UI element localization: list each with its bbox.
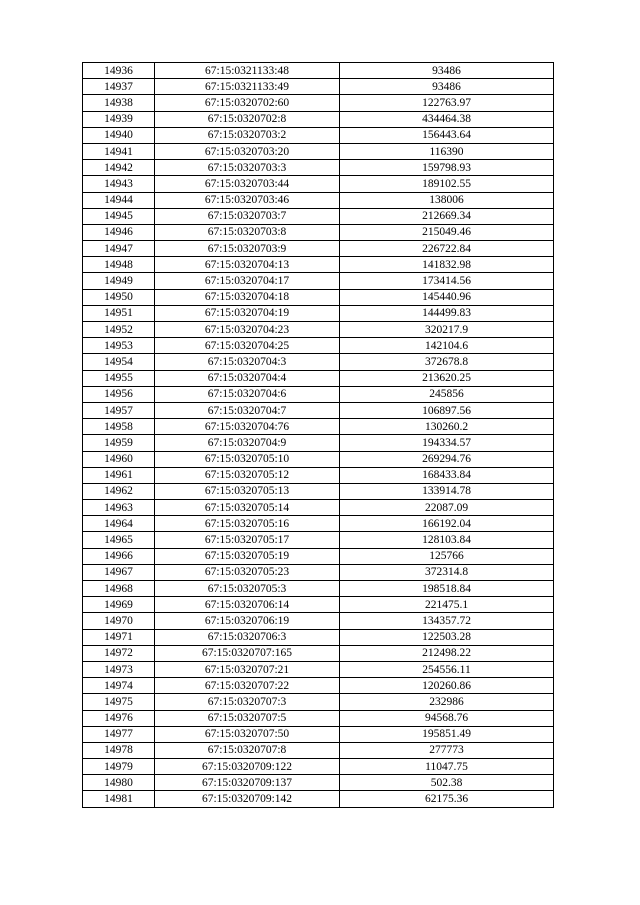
table-row (83, 581, 554, 597)
table-row (83, 208, 554, 224)
table-row (83, 111, 554, 127)
cadastral-number-cell: 67:15:0320705:19 (155, 548, 340, 564)
row-number-cell: 14971 (83, 629, 155, 645)
row-number-cell: 14970 (83, 613, 155, 629)
table-row (83, 694, 554, 710)
value-cell: 116390 (340, 143, 554, 159)
cadastral-number-cell: 67:15:0320704:25 (155, 338, 340, 354)
value-cell: 198518.84 (340, 581, 554, 597)
row-number-cell: 14973 (83, 661, 155, 677)
cadastral-number-cell: 67:15:0320709:142 (155, 791, 340, 807)
table-row (83, 791, 554, 807)
row-number-cell: 14948 (83, 257, 155, 273)
value-cell: 93486 (340, 79, 554, 95)
cadastral-number-cell: 67:15:0320703:46 (155, 192, 340, 208)
row-number-cell: 14967 (83, 564, 155, 580)
table-row (83, 192, 554, 208)
row-number-cell: 14951 (83, 305, 155, 321)
row-number-cell: 14954 (83, 354, 155, 370)
table-row (83, 127, 554, 143)
value-cell: 254556.11 (340, 661, 554, 677)
value-cell: 120260.86 (340, 678, 554, 694)
value-cell: 502.38 (340, 775, 554, 791)
table-row (83, 759, 554, 775)
value-cell: 130260.2 (340, 419, 554, 435)
value-cell: 138006 (340, 192, 554, 208)
value-cell: 142104.6 (340, 338, 554, 354)
table-row (83, 305, 554, 321)
cadastral-number-cell: 67:15:0320704:23 (155, 322, 340, 338)
row-number-cell: 14972 (83, 645, 155, 661)
cadastral-number-cell: 67:15:0320703:7 (155, 208, 340, 224)
value-cell: 213620.25 (340, 370, 554, 386)
cadastral-number-cell: 67:15:0320703:8 (155, 224, 340, 240)
cadastral-number-cell: 67:15:0320707:5 (155, 710, 340, 726)
table-row (83, 224, 554, 240)
row-number-cell: 14975 (83, 694, 155, 710)
table-row (83, 176, 554, 192)
cadastral-number-cell: 67:15:0320704:6 (155, 386, 340, 402)
cadastral-number-cell: 67:15:0320702:60 (155, 95, 340, 111)
value-cell: 106897.56 (340, 402, 554, 418)
row-number-cell: 14977 (83, 726, 155, 742)
table-row (83, 370, 554, 386)
row-number-cell: 14959 (83, 435, 155, 451)
cadastral-number-cell: 67:15:0320704:7 (155, 402, 340, 418)
cadastral-number-cell: 67:15:0320707:50 (155, 726, 340, 742)
table-row (83, 402, 554, 418)
row-number-cell: 14979 (83, 759, 155, 775)
cadastral-number-cell: 67:15:0320707:22 (155, 678, 340, 694)
value-cell: 232986 (340, 694, 554, 710)
cadastral-number-cell: 67:15:0320704:3 (155, 354, 340, 370)
table-row (83, 742, 554, 758)
row-number-cell: 14940 (83, 127, 155, 143)
table-row (83, 63, 554, 79)
row-number-cell: 14945 (83, 208, 155, 224)
value-cell: 212498.22 (340, 645, 554, 661)
value-cell: 62175.36 (340, 791, 554, 807)
cadastral-number-cell: 67:15:0320704:76 (155, 419, 340, 435)
value-cell: 215049.46 (340, 224, 554, 240)
table-row (83, 645, 554, 661)
row-number-cell: 14961 (83, 467, 155, 483)
row-number-cell: 14943 (83, 176, 155, 192)
table-row (83, 532, 554, 548)
value-cell: 168433.84 (340, 467, 554, 483)
row-number-cell: 14969 (83, 597, 155, 613)
row-number-cell: 14937 (83, 79, 155, 95)
table-row (83, 386, 554, 402)
row-number-cell: 14980 (83, 775, 155, 791)
value-cell: 145440.96 (340, 289, 554, 305)
table-row (83, 775, 554, 791)
row-number-cell: 14965 (83, 532, 155, 548)
row-number-cell: 14957 (83, 402, 155, 418)
cadastral-number-cell: 67:15:0320707:8 (155, 742, 340, 758)
row-number-cell: 14941 (83, 143, 155, 159)
cadastral-number-cell: 67:15:0320704:4 (155, 370, 340, 386)
cadastral-number-cell: 67:15:0321133:48 (155, 63, 340, 79)
value-cell: 94568.76 (340, 710, 554, 726)
cadastral-number-cell: 67:15:0320703:9 (155, 241, 340, 257)
cadastral-number-cell: 67:15:0320702:8 (155, 111, 340, 127)
value-cell: 195851.49 (340, 726, 554, 742)
value-cell: 134357.72 (340, 613, 554, 629)
value-cell: 173414.56 (340, 273, 554, 289)
row-number-cell: 14974 (83, 678, 155, 694)
row-number-cell: 14966 (83, 548, 155, 564)
value-cell: 245856 (340, 386, 554, 402)
table-row (83, 678, 554, 694)
cadastral-number-cell: 67:15:0320704:18 (155, 289, 340, 305)
table-row (83, 613, 554, 629)
row-number-cell: 14944 (83, 192, 155, 208)
table-row (83, 467, 554, 483)
cadastral-number-cell: 67:15:0320703:3 (155, 160, 340, 176)
table-row (83, 354, 554, 370)
cadastral-number-cell: 67:15:0320704:9 (155, 435, 340, 451)
table-row (83, 548, 554, 564)
table-row (83, 289, 554, 305)
row-number-cell: 14962 (83, 483, 155, 499)
table-row (83, 726, 554, 742)
table-row (83, 516, 554, 532)
cadastral-number-cell: 67:15:0320707:3 (155, 694, 340, 710)
table-row (83, 710, 554, 726)
value-cell: 159798.93 (340, 160, 554, 176)
row-number-cell: 14938 (83, 95, 155, 111)
value-cell: 372314.8 (340, 564, 554, 580)
cadastral-number-cell: 67:15:0320705:17 (155, 532, 340, 548)
value-cell: 122503.28 (340, 629, 554, 645)
row-number-cell: 14939 (83, 111, 155, 127)
row-number-cell: 14953 (83, 338, 155, 354)
value-cell: 122763.97 (340, 95, 554, 111)
cadastral-number-cell: 67:15:0320709:122 (155, 759, 340, 775)
cadastral-number-cell: 67:15:0320705:3 (155, 581, 340, 597)
cadastral-number-cell: 67:15:0320709:137 (155, 775, 340, 791)
row-number-cell: 14976 (83, 710, 155, 726)
row-number-cell: 14968 (83, 581, 155, 597)
cadastral-number-cell: 67:15:0320707:21 (155, 661, 340, 677)
value-cell: 372678.8 (340, 354, 554, 370)
table-row (83, 483, 554, 499)
table-row (83, 95, 554, 111)
table-row (83, 273, 554, 289)
value-cell: 156443.64 (340, 127, 554, 143)
value-cell: 189102.55 (340, 176, 554, 192)
data-table-container (82, 62, 553, 808)
table-row (83, 160, 554, 176)
table-row (83, 338, 554, 354)
table-row (83, 257, 554, 273)
row-number-cell: 14949 (83, 273, 155, 289)
row-number-cell: 14958 (83, 419, 155, 435)
cadastral-number-cell: 67:15:0320705:16 (155, 516, 340, 532)
cadastral-number-cell: 67:15:0321133:49 (155, 79, 340, 95)
table-row (83, 79, 554, 95)
value-cell: 320217.9 (340, 322, 554, 338)
value-cell: 269294.76 (340, 451, 554, 467)
cadastral-number-cell: 67:15:0320705:14 (155, 500, 340, 516)
table-row (83, 143, 554, 159)
value-cell: 128103.84 (340, 532, 554, 548)
cadastral-number-cell: 67:15:0320704:19 (155, 305, 340, 321)
table-row (83, 564, 554, 580)
cadastral-number-cell: 67:15:0320706:14 (155, 597, 340, 613)
row-number-cell: 14942 (83, 160, 155, 176)
cadastral-number-cell: 67:15:0320703:20 (155, 143, 340, 159)
table-row (83, 435, 554, 451)
row-number-cell: 14960 (83, 451, 155, 467)
row-number-cell: 14963 (83, 500, 155, 516)
row-number-cell: 14952 (83, 322, 155, 338)
row-number-cell: 14947 (83, 241, 155, 257)
value-cell: 93486 (340, 63, 554, 79)
value-cell: 125766 (340, 548, 554, 564)
value-cell: 221475.1 (340, 597, 554, 613)
value-cell: 11047.75 (340, 759, 554, 775)
value-cell: 133914.78 (340, 483, 554, 499)
row-number-cell: 14964 (83, 516, 155, 532)
value-cell: 166192.04 (340, 516, 554, 532)
data-table (82, 62, 554, 808)
table-row (83, 322, 554, 338)
cadastral-number-cell: 67:15:0320706:3 (155, 629, 340, 645)
table-row (83, 419, 554, 435)
row-number-cell: 14955 (83, 370, 155, 386)
table-row (83, 629, 554, 645)
cadastral-number-cell: 67:15:0320707:165 (155, 645, 340, 661)
value-cell: 141832.98 (340, 257, 554, 273)
row-number-cell: 14936 (83, 63, 155, 79)
cadastral-number-cell: 67:15:0320704:13 (155, 257, 340, 273)
cadastral-number-cell: 67:15:0320704:17 (155, 273, 340, 289)
table-row (83, 597, 554, 613)
table-row (83, 500, 554, 516)
row-number-cell: 14946 (83, 224, 155, 240)
cadastral-number-cell: 67:15:0320705:12 (155, 467, 340, 483)
table-body (83, 63, 554, 808)
cadastral-number-cell: 67:15:0320705:10 (155, 451, 340, 467)
value-cell: 144499.83 (340, 305, 554, 321)
cadastral-number-cell: 67:15:0320706:19 (155, 613, 340, 629)
value-cell: 277773 (340, 742, 554, 758)
cadastral-number-cell: 67:15:0320703:2 (155, 127, 340, 143)
table-row (83, 451, 554, 467)
row-number-cell: 14978 (83, 742, 155, 758)
value-cell: 434464.38 (340, 111, 554, 127)
cadastral-number-cell: 67:15:0320705:23 (155, 564, 340, 580)
table-row (83, 241, 554, 257)
row-number-cell: 14950 (83, 289, 155, 305)
value-cell: 226722.84 (340, 241, 554, 257)
value-cell: 194334.57 (340, 435, 554, 451)
row-number-cell: 14956 (83, 386, 155, 402)
row-number-cell: 14981 (83, 791, 155, 807)
table-row (83, 661, 554, 677)
value-cell: 22087.09 (340, 500, 554, 516)
cadastral-number-cell: 67:15:0320705:13 (155, 483, 340, 499)
cadastral-number-cell: 67:15:0320703:44 (155, 176, 340, 192)
value-cell: 212669.34 (340, 208, 554, 224)
